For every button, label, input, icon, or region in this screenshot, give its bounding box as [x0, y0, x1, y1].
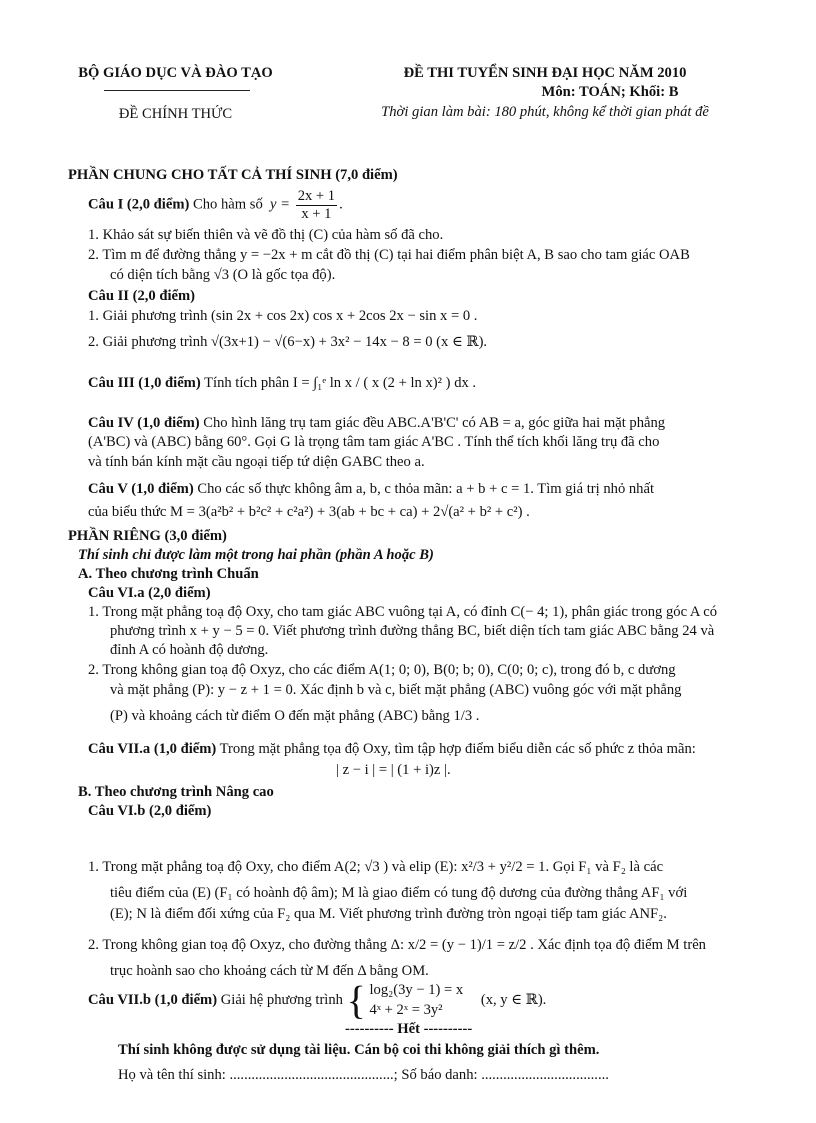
official-label: ĐỀ CHÍNH THỨC [118, 106, 233, 123]
question-1-intro: Cho hàm số [193, 196, 263, 213]
function-fraction: $\frac{2x + 1}{x + 1}$ [297, 188, 336, 222]
q6a-item-2-line-1: 2. Trong không gian toạ độ Oxyz, cho các điểm A(1; 0; 0), B(0; b; 0), C(0; 0; c), trong đó b, c dương [88, 662, 676, 678]
question-7a [88, 740, 696, 759]
q2-item-1: 1. Giải phương trình (sin 2x + cos 2x) cos x + 2cos 2x − sin x = 0 . [88, 308, 478, 324]
question-4 [88, 414, 768, 472]
q2-item-2: 2. Giải phương trình √(3x+1) − √(6−x) + 3x² − 14x − 8 = 0 (x ∈ ℝ). [88, 334, 488, 350]
system-domain: (x, y ∈ ℝ). [480, 991, 547, 1008]
header-rule [104, 90, 250, 91]
q7a-line-1: Trong mặt phẳng tọa độ Oxy, tìm tập hợp điểm biểu diễn các số phức z thỏa mãn: [219, 741, 696, 757]
system-brace: { [346, 977, 366, 1023]
q6a-item-1-line-1: 1. Trong mặt phẳng toạ độ Oxy, cho tam giác ABC vuông tại A, có đỉnh C(− 4; 1), phân giác trong góc A có [88, 604, 718, 620]
q6b-item-2-line-1: 2. Trong không gian toạ độ Oxyz, cho đường thẳng Δ: x/2 = (y − 1)/1 = z/2 . Xác định tọa độ điểm M trên [88, 937, 706, 953]
system-eq-1: log₂(3y − 1) = x [369, 982, 464, 998]
question-7b [88, 977, 547, 1023]
header-left [68, 64, 283, 125]
q1-item-1: 1. Khảo sát sự biến thiên và vẽ đồ thị (C) của hàm số đã cho. [88, 227, 444, 243]
private-part-note: Thí sinh chỉ được làm một trong hai phần (phần A hoặc B) [78, 547, 434, 563]
q6b-item-1-line-2: tiêu điểm của (E) (F₁ có hoành độ âm); M là giao điểm có tung độ dương của đường thẳng AF₁ với [110, 885, 688, 901]
q5-line-2: của biểu thức M = 3(a²b² + b²c² + c²a²) + 3(ab + bc + ca) + 2√(a² + b² + c²) . [88, 504, 530, 521]
question-2-label: Câu II (2,0 điểm) [88, 288, 196, 304]
question-3-label: Câu III (1,0 điểm) [88, 375, 201, 391]
candidate-info-line: Họ và tên thí sinh: .............................................; Số báo danh: ................................... [118, 1067, 609, 1083]
q6b-item-1-line-1: 1. Trong mặt phẳng toạ độ Oxy, cho điểm A(2; √3 ) và elip (E): x²/3 + y²/2 = 1. Gọi F₁ và F₂ là các [88, 859, 664, 875]
question-4-label: Câu IV (1,0 điểm) [88, 415, 200, 431]
question-5-label: Câu V (1,0 điểm) [88, 481, 194, 497]
question-7a-label: Câu VII.a (1,0 điểm) [88, 741, 217, 757]
system-eq-2: 4ˣ + 2ˣ = 3y² [369, 1002, 443, 1019]
question-6a-label: Câu VI.a (2,0 điểm) [88, 585, 211, 601]
common-part-title: PHẦN CHUNG CHO TẤT CẢ THÍ SINH (7,0 điểm) [68, 167, 398, 183]
q4-line-2: (A'BC) và (ABC) bằng 60°. Gọi G là trọng tâm tam giác A'BC . Tính thể tích khối lăng trụ đã cho [88, 434, 660, 451]
part-b-title: B. Theo chương trình Nâng cao [78, 784, 274, 800]
end-marker: ---------- Hết ---------- [345, 1021, 473, 1037]
header-right [330, 64, 760, 122]
exam-subject: Môn: TOÁN; Khối: B [541, 84, 679, 101]
q6b-item-1-line-3: (E); N là điểm đối xứng của F₂ qua M. Viết phương trình đường tròn ngoại tiếp tam giác ANF₂. [110, 906, 667, 922]
q6a-item-1-line-2: phương trình x + y − 5 = 0. Viết phương trình đường thẳng BC, biết diện tích tam giác ABC bằng 24 và [110, 623, 715, 639]
question-1-label: Câu I (2,0 điểm) [88, 196, 190, 213]
q4-line-1: Cho hình lăng trụ tam giác đều ABC.A'B'C' có AB = a, góc giữa hai mặt phẳng [203, 415, 666, 431]
part-a-title: A. Theo chương trình Chuẩn [78, 566, 259, 582]
q6b-item-2-line-2: trục hoành sao cho khoảng cách từ M đến Δ bằng OM. [110, 963, 429, 979]
q4-line-3: và tính bán kính mặt cầu ngoại tiếp tứ diện GABC theo a. [88, 453, 425, 470]
question-5 [88, 480, 768, 523]
footer-note: Thí sinh không được sử dụng tài liệu. Cán bộ coi thi không giải thích gì thêm. [118, 1042, 600, 1058]
q6a-item-2-line-2: và mặt phẳng (P): y − z + 1 = 0. Xác định b và c, biết mặt phẳng (ABC) vuông góc với mặt phẳng [110, 682, 682, 698]
question-1-header: Câu I (2,0 điểm) Cho hàm số y = $\frac{2x + 1}{x + 1}$ . [88, 188, 343, 222]
question-6b-label: Câu VI.b (2,0 điểm) [88, 803, 212, 819]
q6a-item-1-line-3: đỉnh A có hoành độ dương. [110, 642, 269, 658]
question-3-text: Tính tích phân I = ∫₁ᵉ ln x / ( x (2 + ln x)² ) dx . [204, 375, 477, 391]
q7b-text: Giải hệ phương trình [220, 991, 343, 1008]
q1-item-2-line-1: 2. Tìm m để đường thẳng y = −2x + m cắt đồ thị (C) tại hai điểm phân biệt A, B sao cho tam giác OAB [88, 247, 690, 263]
equation-system [369, 980, 463, 1021]
q7a-formula: | z − i | = | (1 + i)z |. [336, 762, 451, 778]
q1-item-2-line-2: có diện tích bằng √3 (O là gốc tọa độ). [110, 267, 336, 283]
exam-title: ĐỀ THI TUYỂN SINH ĐẠI HỌC NĂM 2010 [403, 65, 687, 81]
q6a-item-2-line-3: (P) và khoảng cách từ điểm O đến mặt phẳng (ABC) bằng 1/3 . [110, 708, 480, 724]
question-3 [88, 374, 476, 393]
ministry-name: BỘ GIÁO DỤC VÀ ĐÀO TẠO [78, 65, 273, 81]
q5-line-1: Cho các số thực không âm a, b, c thỏa mãn: a + b + c = 1. Tìm giá trị nhỏ nhất [197, 481, 655, 497]
question-7b-label: Câu VII.b (1,0 điểm) [88, 991, 218, 1008]
exam-time: Thời gian làm bài: 180 phút, không kể thời gian phát đề [381, 103, 709, 120]
private-part-title: PHẦN RIÊNG (3,0 điểm) [68, 528, 227, 544]
function-y-label: y = [266, 196, 291, 213]
